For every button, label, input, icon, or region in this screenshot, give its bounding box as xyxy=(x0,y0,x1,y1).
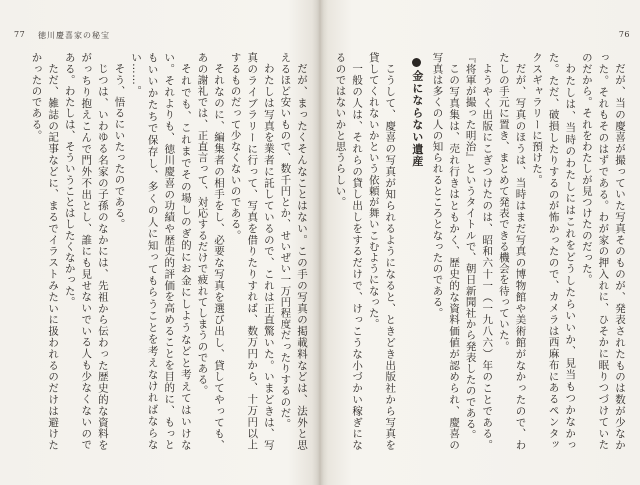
body-paragraph: 一般の人は、それらの貸し出しをするだけで、けっこうな小づかい稼ぎになるのではないかと思うらしい。 xyxy=(334,52,364,450)
page-number-right: 76 xyxy=(618,30,630,39)
left-page-body xyxy=(24,52,310,450)
right-page xyxy=(322,0,640,485)
body-paragraph: それでも、これまでその場しのぎ的にお金にしようなどと考えてはいけない。それよりも、徳川慶喜の功績や歴史的評価を高めることを目的に、もっともいいかたちで保存し、多くの人に知ってもらうことを考えなければならない……。 xyxy=(130,52,192,450)
body-paragraph: ただ、雑誌の記事などに、まるでイラストみたいに扱われるのだけは避けたかったのである。 xyxy=(30,52,60,450)
body-paragraph: わたしは、当時のわたしにはこれをどうしたらいいか、見当もつかなかった。ただ、破損したりするのが怖かったので、カメラは西麻布にあるペンタックスギャラリーに預けた。 xyxy=(531,52,577,450)
body-paragraph: わたしは写真を業者に託しているので、これは正直驚いた。いまどきは、写真のライブラリーに行って、写真を借りたりすれば、数万円から、十万円以上するものだって少なくないのである。 xyxy=(229,52,275,450)
bullet-icon xyxy=(412,58,421,67)
body-paragraph: こうして、慶喜の写真が知られるようになると、ときどき出版社から写真を貸してくれないかという依頼が舞いこむようになった。 xyxy=(367,52,397,450)
body-paragraph: それなのに、編集者の相手をし、必要な写真を選び出し、貸してやっても、あの謝礼では、正直言って、対応するだけで疲れてしまうのである。 xyxy=(196,52,226,450)
body-paragraph: ようやく出版にこぎつけたのは、昭和六十一（一九八六）年のことである。『将軍が撮った明治』というタイトルで、朝日新聞社から発表したのである。 xyxy=(464,52,494,450)
left-page xyxy=(0,0,318,485)
body-paragraph: この写真集は、売れ行きはともかく、歴史的な資料価値が認められ、慶喜の写真は多くの人の知られるところとなったのである。 xyxy=(431,52,461,450)
body-paragraph: だが、当の慶喜が撮っていた写真そのものが、発表されたものは数が少なかった。それもそのはずである。わが家の押入れに、ひそかに眠りつづけていたのだから。それをわたしが見つけたのだった。 xyxy=(580,52,626,450)
body-paragraph: だが、写真のほうは、当時はまだ写真の博物館や美術館がなかったので、わたしの手元に置き、まとめて発表できる機会を待っていた。 xyxy=(497,52,527,450)
section-heading xyxy=(408,52,425,450)
running-head: 徳川慶喜家の秘宝 xyxy=(38,31,110,40)
section-heading-text: 金にならない遺産 xyxy=(410,70,424,168)
body-paragraph: だが、まったくそんなことはない。この手の写真の掲載料などは、法外と思えるほど安いもので、数千円とか、せいぜい一万円程度だったりするのだ。 xyxy=(279,52,308,450)
body-paragraph: そう、悟るにいたったのである。 xyxy=(113,62,126,229)
page-number-left: 77 xyxy=(14,30,26,39)
body-paragraph: じつは、いわゆる名家の子孫のなかには、先祖から伝わった歴史的な資料をがっちり抱えこんで門外不出とし、誰にも見せないでいる人も少なくないのである。わたしは、そういうことはしたくなかった。 xyxy=(63,52,109,450)
right-page-body xyxy=(322,52,628,450)
